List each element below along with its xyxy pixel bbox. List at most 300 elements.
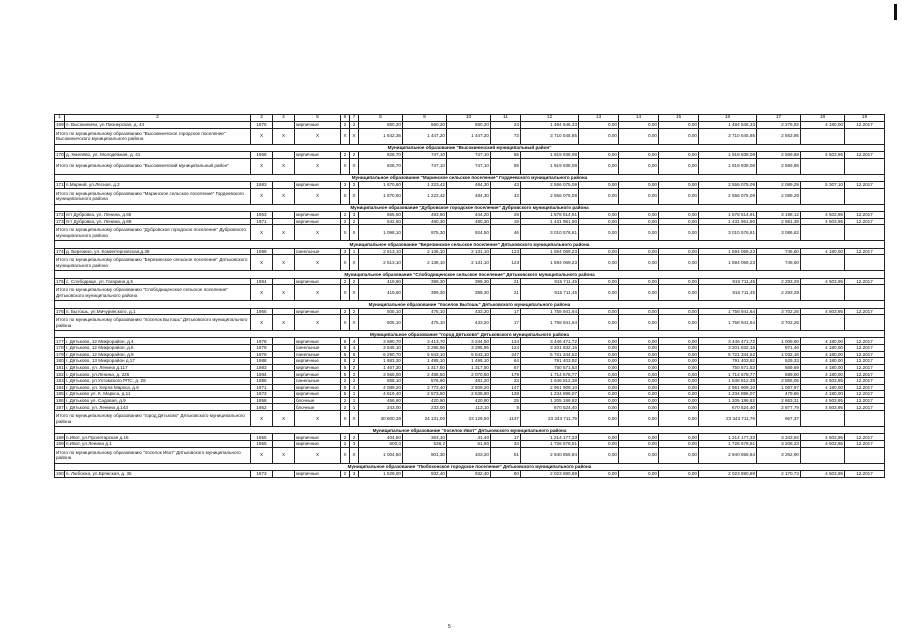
table-cell: 189 xyxy=(56,441,64,447)
subtotal-row xyxy=(55,411,885,427)
table-cell: 0,00 xyxy=(619,378,659,385)
table-cell: 0,00 xyxy=(659,278,699,285)
table-cell: 1 758 941,64 xyxy=(699,308,757,315)
table-cell: 1 683,30 xyxy=(359,358,403,365)
table-cell: 12.2017 xyxy=(845,151,885,158)
table-cell: 0,00 xyxy=(659,470,699,477)
table-cell: 475,10 xyxy=(403,308,447,315)
table-cell: 689,00 xyxy=(757,371,801,378)
table-cell: 0,00 xyxy=(659,285,699,301)
table-cell: Муниципальное образование "Любохонское городское поселение" Дятьковского муниципального района xyxy=(55,463,885,470)
table-cell: Х xyxy=(251,255,273,271)
table-cell: 932,40 xyxy=(447,470,491,477)
table-cell: Х xyxy=(341,315,350,331)
table-cell: 1 594 069,23 xyxy=(699,248,757,255)
table-cell: 3 198,12 xyxy=(757,211,801,218)
table-cell: 420,90 xyxy=(447,397,491,404)
table-cell: 0,00 xyxy=(579,225,619,241)
table-cell: 0,00 xyxy=(579,285,619,301)
table-cell: 4 503,95 xyxy=(801,211,845,218)
table-cell: 123 xyxy=(491,248,521,255)
table-cell xyxy=(801,285,845,301)
table-cell xyxy=(801,158,845,174)
table-cell: пгт Дубровка, ул. Ленина, д.69 xyxy=(65,218,251,225)
table-cell: Х xyxy=(273,128,295,144)
table-cell xyxy=(273,378,295,385)
table-cell: 0,00 xyxy=(619,391,659,398)
table-cell: 0,00 xyxy=(659,358,699,365)
table-cell: кирпичные xyxy=(295,211,341,218)
section-heading-row xyxy=(55,331,885,338)
table-cell: 3 710 545,85 xyxy=(699,128,757,144)
section-heading-row xyxy=(55,204,885,211)
subtotal-row xyxy=(55,188,885,204)
table-cell: 1 714 678,77 xyxy=(521,371,579,378)
table-cell: п.Ивот, ул.Пролетарская д.16 xyxy=(65,434,251,441)
table-cell: 746,60 xyxy=(757,248,801,255)
table-cell: Х xyxy=(350,158,359,174)
table-cell: 17 xyxy=(491,315,521,331)
table-cell: 1 919 938,08 xyxy=(521,158,579,174)
table-cell: 0,00 xyxy=(579,364,619,371)
table-cell: 2 556 075,09 xyxy=(521,181,579,188)
table-cell xyxy=(845,447,885,463)
table-cell: 1955 xyxy=(251,441,273,448)
table-cell: 4 503,95 xyxy=(801,151,845,158)
table-cell: Х xyxy=(350,315,359,331)
table-cell: 2 293,29 xyxy=(757,285,801,301)
subtotal-row xyxy=(55,315,885,331)
table-cell: 188 xyxy=(56,434,64,440)
table-cell: 2 xyxy=(350,364,359,371)
table-cell: Итого по муниципальному образованию "Высокиничское городское поселение" Высокиничского муниципального района xyxy=(55,128,251,144)
table-cell: 51 xyxy=(491,447,521,463)
table-cell: 12.2017 xyxy=(845,211,885,218)
table-cell: 475,10 xyxy=(403,315,447,331)
table-cell xyxy=(273,351,295,358)
table-cell: 12.2017 xyxy=(845,338,885,345)
table-cell: Х xyxy=(273,411,295,427)
table-cell: 0,00 xyxy=(579,338,619,345)
table-cell: 4 503,95 xyxy=(801,378,845,385)
table-cell: 1984 xyxy=(251,278,273,285)
table-cell: 0,00 xyxy=(579,378,619,385)
table-row xyxy=(55,358,885,365)
table-cell: 1973 xyxy=(251,391,273,398)
table-cell: 3 702,26 xyxy=(757,308,801,315)
table-cell: Х xyxy=(295,188,341,204)
table-cell: 0,00 xyxy=(619,188,659,204)
table-cell: 576,60 xyxy=(403,378,447,385)
table-cell: 0,00 xyxy=(579,434,619,441)
table-cell: Х xyxy=(350,188,359,204)
table-cell: 967,37 xyxy=(757,411,801,427)
table-cell: 660,20 xyxy=(447,122,491,129)
table-cell: 170 xyxy=(56,152,64,158)
table-cell: 174 xyxy=(56,248,64,254)
table-cell: Итого по муниципальному образованию "Маринское сельское поселение" Гордеевского муниципального района xyxy=(55,188,251,204)
table-cell: д. Березино, ул. Коминтерновская,д.38 xyxy=(65,248,251,255)
table-cell: 13 xyxy=(579,115,619,122)
table-cell: 4 180,00 xyxy=(801,364,845,371)
table-cell: 1 594 069,23 xyxy=(699,255,757,271)
table-cell: 1 919 938,08 xyxy=(699,151,757,158)
table-cell: 1975 xyxy=(251,122,273,129)
table-cell: 1 646 812,38 xyxy=(699,378,757,385)
table-cell: 4 503,95 xyxy=(801,218,845,225)
table-cell: кирпичные xyxy=(295,358,341,365)
table-cell: 186 xyxy=(56,398,64,404)
table-cell: 1 758 941,64 xyxy=(521,315,579,331)
table-cell: п. Любохна, ул.Брянская, д. 35 xyxy=(65,470,251,477)
table-cell: 399,30 xyxy=(403,278,447,285)
table-cell: 3 xyxy=(341,181,350,188)
table-cell: 399,30 xyxy=(447,278,491,285)
table-cell: 915 711,45 xyxy=(699,285,757,301)
table-cell: 1978 xyxy=(251,338,273,345)
table-cell: 650,20 xyxy=(359,122,403,129)
table-row xyxy=(55,338,885,345)
table-cell: 0,00 xyxy=(579,218,619,225)
table-cell: 0,00 xyxy=(619,434,659,441)
table-cell: 1984 xyxy=(251,371,273,378)
table-cell: 828,70 xyxy=(359,158,403,174)
table-cell: 0,00 xyxy=(619,308,659,315)
table-cell: 123 xyxy=(491,255,521,271)
table-cell: 190 xyxy=(56,471,64,477)
table-cell: 2 023 890,89 xyxy=(699,470,757,477)
table-cell: 2 981,39 xyxy=(757,218,801,225)
table-cell: 0,00 xyxy=(579,158,619,174)
table-cell: 1 714 678,77 xyxy=(699,371,757,378)
table-cell: 12 xyxy=(521,115,579,122)
table-cell: 2 xyxy=(341,211,350,218)
table-cell: Х xyxy=(295,315,341,331)
table-cell: 12.2017 xyxy=(845,278,885,285)
table-cell: 9 xyxy=(403,115,447,122)
table-cell: 2 170,73 xyxy=(757,470,801,477)
table-cell: Х xyxy=(251,315,273,331)
table-cell: Х xyxy=(350,285,359,301)
table-cell: 971,46 xyxy=(757,345,801,352)
table-cell: 2 136,10 xyxy=(403,255,447,271)
table-cell: 5 721 344,52 xyxy=(699,351,757,358)
table-cell: 5 xyxy=(341,345,350,352)
table-row xyxy=(55,404,885,411)
table-cell: 1 032,16 xyxy=(757,351,801,358)
table-cell: 14 xyxy=(619,115,659,122)
table-cell: 0,00 xyxy=(619,128,659,144)
table-cell: 0,00 xyxy=(659,248,699,255)
table-cell: Х xyxy=(273,188,295,204)
table-cell: 1 642,36 xyxy=(359,128,403,144)
table-cell: 2 131,10 xyxy=(447,255,491,271)
table-cell: 11 xyxy=(491,115,521,122)
table-cell: 0,00 xyxy=(659,218,699,225)
table-cell: 3 295,96 xyxy=(403,345,447,352)
table-cell xyxy=(845,315,885,331)
table-cell: 3 201 832,16 xyxy=(699,345,757,352)
table-row xyxy=(55,278,885,285)
table-cell: 569,69 xyxy=(757,364,801,371)
table-cell: 0,00 xyxy=(659,351,699,358)
table-cell: 0,00 xyxy=(659,211,699,218)
table-cell: 2 023 890,89 xyxy=(521,470,579,477)
table-cell xyxy=(273,358,295,365)
table-cell: кирпичные xyxy=(295,384,341,391)
table-cell: 4 180,00 xyxy=(801,351,845,358)
table-cell: 0,00 xyxy=(619,158,659,174)
table-cell: 8 xyxy=(359,115,403,122)
table-cell: 0,00 xyxy=(659,338,699,345)
table-cell: 172 xyxy=(56,212,64,218)
table-cell: 2 609,20 xyxy=(447,384,491,391)
table-cell: 3 446 471,72 xyxy=(521,338,579,345)
table-cell: 1 223,42 xyxy=(403,181,447,188)
table-cell: 1958 xyxy=(251,397,273,404)
table-cell: 3 201 832,16 xyxy=(521,345,579,352)
table-cell: 3 xyxy=(251,115,273,122)
table-cell: 134 xyxy=(491,338,521,345)
table-row xyxy=(55,384,885,391)
table-cell: 0,00 xyxy=(579,308,619,315)
table-cell: 12.2017 xyxy=(845,391,885,398)
table-cell: 55 xyxy=(491,158,521,174)
table-cell: 1 xyxy=(350,391,359,398)
table-cell: 4 503,95 xyxy=(801,404,845,411)
table-cell: 3 413,70 xyxy=(403,338,447,345)
table-row xyxy=(55,248,885,255)
table-row xyxy=(55,391,885,398)
table-cell: 6 290,70 xyxy=(359,351,403,358)
table-cell: 23 129,50 xyxy=(447,411,491,427)
table-cell: 0,00 xyxy=(619,358,659,365)
table-cell: 505,10 xyxy=(359,308,403,315)
subtotal-row xyxy=(55,285,885,301)
table-cell: 0,00 xyxy=(659,397,699,404)
table-cell: 43 xyxy=(491,181,521,188)
table-cell: 484,30 xyxy=(447,181,491,188)
table-cell: 0,00 xyxy=(579,371,619,378)
table-cell: 828,70 xyxy=(359,151,403,158)
housing-register-table xyxy=(54,114,885,478)
table-cell: 0,00 xyxy=(659,225,699,241)
table-cell: 2 961 909,10 xyxy=(521,384,579,391)
table-cell: 2 569,88 xyxy=(757,158,801,174)
table-cell: 4 180,00 xyxy=(801,358,845,365)
table-cell: 0,00 xyxy=(659,384,699,391)
table-cell: кирпичные xyxy=(295,338,341,345)
table-cell xyxy=(845,225,885,241)
table-cell: 5 xyxy=(341,384,350,391)
table-cell: Х xyxy=(341,188,350,204)
table-row xyxy=(55,470,885,477)
table-cell xyxy=(845,285,885,301)
table-cell xyxy=(801,225,845,241)
table-cell: 3 xyxy=(350,211,359,218)
table-cell xyxy=(273,218,295,225)
table-cell: 670 524,40 xyxy=(521,404,579,411)
table-cell: Х xyxy=(273,158,295,174)
table-cell: кирпичные xyxy=(295,470,341,477)
table-cell: 2 089,29 xyxy=(757,181,801,188)
table-cell xyxy=(845,158,885,174)
table-cell: 17 xyxy=(491,308,521,315)
table-cell: 1 234 896,07 xyxy=(699,391,757,398)
table-cell: 555,50 xyxy=(359,211,403,218)
table-cell: 1 495,10 xyxy=(403,358,447,365)
table-cell: 2 xyxy=(341,404,350,411)
table-cell: 187 xyxy=(56,404,64,410)
table-cell: 542,60 xyxy=(359,218,403,225)
table-cell: 0,00 xyxy=(579,351,619,358)
table-cell: 2 136,10 xyxy=(403,248,447,255)
table-cell: 3 xyxy=(350,441,359,448)
table-cell: 2 855,05 xyxy=(757,378,801,385)
housing-register-table-sheet xyxy=(54,114,884,478)
table-cell: 1 919 938,08 xyxy=(699,158,757,174)
table-cell: кирпичные xyxy=(295,218,341,225)
table-cell: 4 089,20 xyxy=(359,384,403,391)
table-cell: 12.2017 xyxy=(845,364,885,371)
table-cell: 2 773,40 xyxy=(403,384,447,391)
table-cell: 0,00 xyxy=(619,248,659,255)
table-cell: 179 xyxy=(56,351,64,357)
table-cell: Х xyxy=(341,128,350,144)
table-cell: 0,00 xyxy=(619,151,659,158)
table-cell: г. Дятьково, 12 Микрорайон, д.5 xyxy=(65,345,251,352)
table-row xyxy=(55,371,885,378)
table-cell: Х xyxy=(350,447,359,463)
table-cell: Х xyxy=(295,255,341,271)
table-cell: 0,00 xyxy=(659,434,699,441)
table-cell: блочные xyxy=(295,397,341,404)
table-cell: п.Ивот, ул.Ленина д.1 xyxy=(65,441,251,448)
table-cell: 3 446 471,72 xyxy=(699,338,757,345)
table-cell: 1955 xyxy=(251,434,273,441)
table-cell: д. Хмелёво, ул. Молодёжная, д. 41 xyxy=(65,151,251,158)
table-cell: 0,00 xyxy=(579,188,619,204)
table-cell: с. Слободище, ул. Гагарина д.5 xyxy=(65,278,251,285)
table-cell: 924,50 xyxy=(447,225,491,241)
table-cell: 0,00 xyxy=(659,404,699,411)
table-cell: 4 xyxy=(350,338,359,345)
table-cell: 12.2017 xyxy=(845,378,885,385)
table-cell: 0,00 xyxy=(579,397,619,404)
table-cell: Х xyxy=(295,158,341,174)
table-cell: 0,00 xyxy=(619,447,659,463)
table-row xyxy=(55,151,885,158)
table-cell: 658,10 xyxy=(359,378,403,385)
table-cell: 2 xyxy=(341,441,350,448)
table-cell: 0,00 xyxy=(659,122,699,129)
table-cell xyxy=(273,151,295,158)
table-cell: 2 xyxy=(341,397,350,404)
table-cell: 0,00 xyxy=(659,364,699,371)
table-cell: Муниципальное образование "Дубровское городское поселение" Дубровского муниципального района xyxy=(55,204,885,211)
table-cell: Х xyxy=(341,285,350,301)
table-cell: Х xyxy=(350,128,359,144)
table-cell: 2 xyxy=(350,358,359,365)
table-cell: 12.2017 xyxy=(845,308,885,315)
table-cell: 1 xyxy=(350,397,359,404)
table-cell: Муниципальное образование "поселок Бытошь" Дятьковского муниципального района xyxy=(55,301,885,308)
table-row xyxy=(55,308,885,315)
table-cell: 2 xyxy=(341,378,350,385)
table-cell: 3 565,00 xyxy=(359,371,403,378)
table-cell: 0,00 xyxy=(579,345,619,352)
table-cell: 1965 xyxy=(251,308,273,315)
section-heading-row xyxy=(55,271,885,278)
table-cell: 23 343 711,79 xyxy=(521,411,579,427)
table-cell: блочные xyxy=(295,404,341,411)
table-cell: 2 940 855,84 xyxy=(699,447,757,463)
table-cell: 4 180,00 xyxy=(801,248,845,255)
table-cell: 747,10 xyxy=(447,158,491,174)
table-cell: 181 xyxy=(56,365,64,371)
table-cell: 247 xyxy=(491,351,521,358)
table-cell: кирпичные xyxy=(295,181,341,188)
table-cell: Х xyxy=(295,411,341,427)
table-cell: 1 067,97 xyxy=(757,384,801,391)
table-cell: 2 xyxy=(341,278,350,285)
table-cell: г. Дятьково ул. К. Маркса, д.11 xyxy=(65,391,251,398)
table-cell: 1 758 941,64 xyxy=(699,315,757,331)
table-cell: г. Дятьково, 12 Микрорайон, д.4 xyxy=(65,338,251,345)
table-cell: 1 494 546,33 xyxy=(699,122,757,129)
table-cell: 0,00 xyxy=(579,384,619,391)
table-cell: 1952 xyxy=(251,404,273,411)
table-cell: 1973 xyxy=(251,470,273,477)
table-cell: Итого по муниципальному образованию "город Дятьково" Дятьковского муниципального района xyxy=(55,411,251,427)
table-cell xyxy=(801,255,845,271)
table-cell: 493,60 xyxy=(403,211,447,218)
table-cell: г. Дятьково, ул. Ленина д.143 xyxy=(65,404,251,411)
table-cell: Х xyxy=(350,255,359,271)
table-row xyxy=(55,211,885,218)
table-cell: Х xyxy=(295,285,341,301)
table-cell: 17 xyxy=(757,115,801,122)
table-cell: 17 xyxy=(491,434,521,441)
table-cell: панельные xyxy=(295,345,341,352)
table-cell: 1 431 961,90 xyxy=(521,218,579,225)
table-cell: 1988 xyxy=(251,358,273,365)
section-heading-row xyxy=(55,174,885,181)
table-cell: 182 xyxy=(56,371,64,377)
table-cell: Х xyxy=(341,411,350,427)
table-cell: 3 xyxy=(350,371,359,378)
table-cell: 932,40 xyxy=(403,470,447,477)
table-cell: 1 214 177,33 xyxy=(699,434,757,441)
table-cell: 5 307,10 xyxy=(801,181,845,188)
table-cell: 171 xyxy=(56,182,64,188)
table-cell: Х xyxy=(251,225,273,241)
table-cell: 2 293,29 xyxy=(757,278,801,285)
table-cell: Х xyxy=(341,447,350,463)
table-cell: 600,0 xyxy=(359,441,403,448)
table-cell: 3 086,82 xyxy=(757,225,801,241)
table-cell: 12.2017 xyxy=(845,434,885,441)
table-cell: 0,00 xyxy=(659,128,699,144)
table-cell: 43 xyxy=(491,188,521,204)
table-cell: 28 xyxy=(491,211,521,218)
table-cell: 2 xyxy=(350,218,359,225)
table-row xyxy=(55,181,885,188)
table-cell: 1 594 069,23 xyxy=(521,255,579,271)
table-body xyxy=(55,115,885,478)
table-cell xyxy=(273,441,295,448)
table-cell: Х xyxy=(251,158,273,174)
